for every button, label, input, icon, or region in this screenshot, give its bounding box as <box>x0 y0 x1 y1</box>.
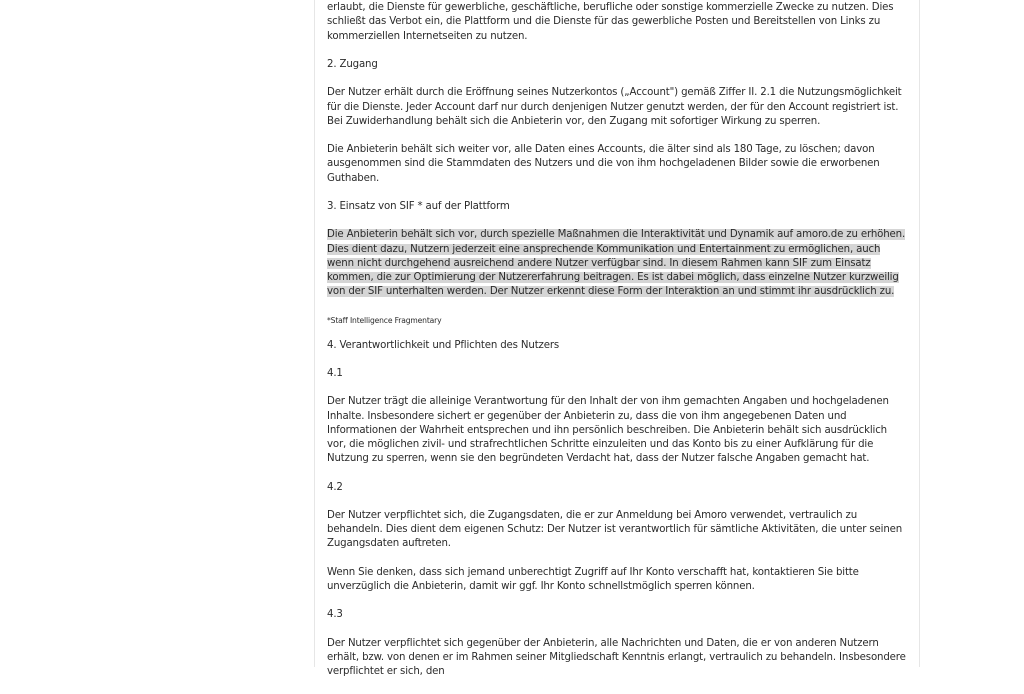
section-heading-verantwortlichkeit: 4. Verantwortlichkeit und Pflichten des Nutzers <box>327 339 560 351</box>
paragraph-zugang-daten: Die Anbieterin behält sich weiter vor, alle Daten eines Accounts, die älter sind als 180 Tage, zu löschen; davon ausgenommen sind die Stammdaten des Nutzers und die von ihm hochgeladenen Bilder sowie die erworbenen Guthaben. <box>327 144 880 184</box>
section-heading-sif: 3. Einsatz von SIF * auf der Plattform <box>327 200 510 212</box>
section-heading-zugang: 2. Zugang <box>327 59 378 70</box>
highlighted-text: Die Anbieterin behält sich vor, durch spezielle Maßnahmen die Interaktivität und Dynamik auf amoro.de zu erhöhen. Dies dient dazu, Nutzern jederzeit eine ansprechende Kommunikation und Entertainment zu ermöglichen, auch wenn nicht durchgehend ausreichend andere Nutzer verfügbar sind. In diesem Rahmen kann SIF zum Einsatz kommen, die zur Optimierung der Nutzererfahrung beitragen. Es ist dabei möglich, dass einzelne Nutzer kurzweilig von der SIF unterhalten werden. Der Nutzer erkennt diese Form der Interaktion an und stimmt ihr ausdrücklich zu. <box>327 229 906 298</box>
subsection-number-4-3: 4.3 <box>327 609 343 621</box>
subsection-number-4-2: 4.2 <box>327 481 343 493</box>
paragraph-4-1: Der Nutzer trägt die alleinige Verantwortung für den Inhalt der von ihm gemachten Angaben und hochgeladenen Inhalte. Insbesondere sichert er gegenüber der Anbieterin zu, dass die von ihm angegebenen Daten und Informationen der Wahrheit entsprechen und ihn persönlich beschreiben. Die Anbieterin behält sich ausdrücklich vor, die möglichen zivil- und strafrechtlichen Schritte einzuleiten und das Konto bis zu einer Aufklärung für die Nutzung zu sperren, wenn sie den begründeten Verdacht hat, dass der Nutzer falsche Angaben gemacht hat. <box>327 396 889 465</box>
terms-content-card <box>314 0 920 678</box>
paragraph-4-3: Der Nutzer verpflichtet sich gegenüber der Anbieterin, alle Nachrichten und Daten, die er von anderen Nutzern erhält, bzw. von denen er im Rahmen seiner Mitgliedschaft Kenntnis erlangt, vertraulich zu behandeln. Insbesondere verpflichtet er sich, den <box>327 637 906 678</box>
terms-text-column <box>327 0 908 694</box>
subsection-number-4-1: 4.1 <box>327 367 343 379</box>
paragraph-sif-highlighted <box>327 228 908 299</box>
paragraph-4-2-b: Wenn Sie denken, dass sich jemand unberechtigt Zugriff auf Ihr Konto verschafft hat, kontaktieren Sie bitte unverzüglich die Anbieterin, damit wir ggf. Ihr Konto schnellstmöglich sperren können. <box>327 566 859 592</box>
paragraph-intro: erlaubt, die Dienste für gewerbliche, geschäftliche, berufliche oder sonstige kommerzielle Zwecke zu nutzen. Dies schließt das Verbot ein, die Plattform und die Dienste für das gewerbliche Posten und Bereitstellen von Links zu kommerziellen Internetseiten zu nutzen. <box>327 2 894 42</box>
paragraph-zugang-account: Der Nutzer erhält durch die Eröffnung seines Nutzerkontos („Account") gemäß Ziffer II. 2.1 die Nutzungsmöglichkeit für die Dienste. Jeder Account darf nur durch denjenigen Nutzer genutzt werden, der für den Account registriert ist. Bei Zuwiderhandlung behält sich die Anbieterin vor, den Zugang mit sofortiger Wirkung zu sperren. <box>327 87 902 127</box>
paragraph-4-2-a: Der Nutzer verpflichtet sich, die Zugangsdaten, die er zur Anmeldung bei Amoro verwendet, vertraulich zu behandeln. Dies dient dem eigenen Schutz: Der Nutzer ist verantwortlich für sämtliche Aktivitäten, die unter seinen Zugangsdaten auftreten. <box>327 509 903 550</box>
footnote-sif: *Staff Intelligence Fragmentary <box>327 315 442 325</box>
